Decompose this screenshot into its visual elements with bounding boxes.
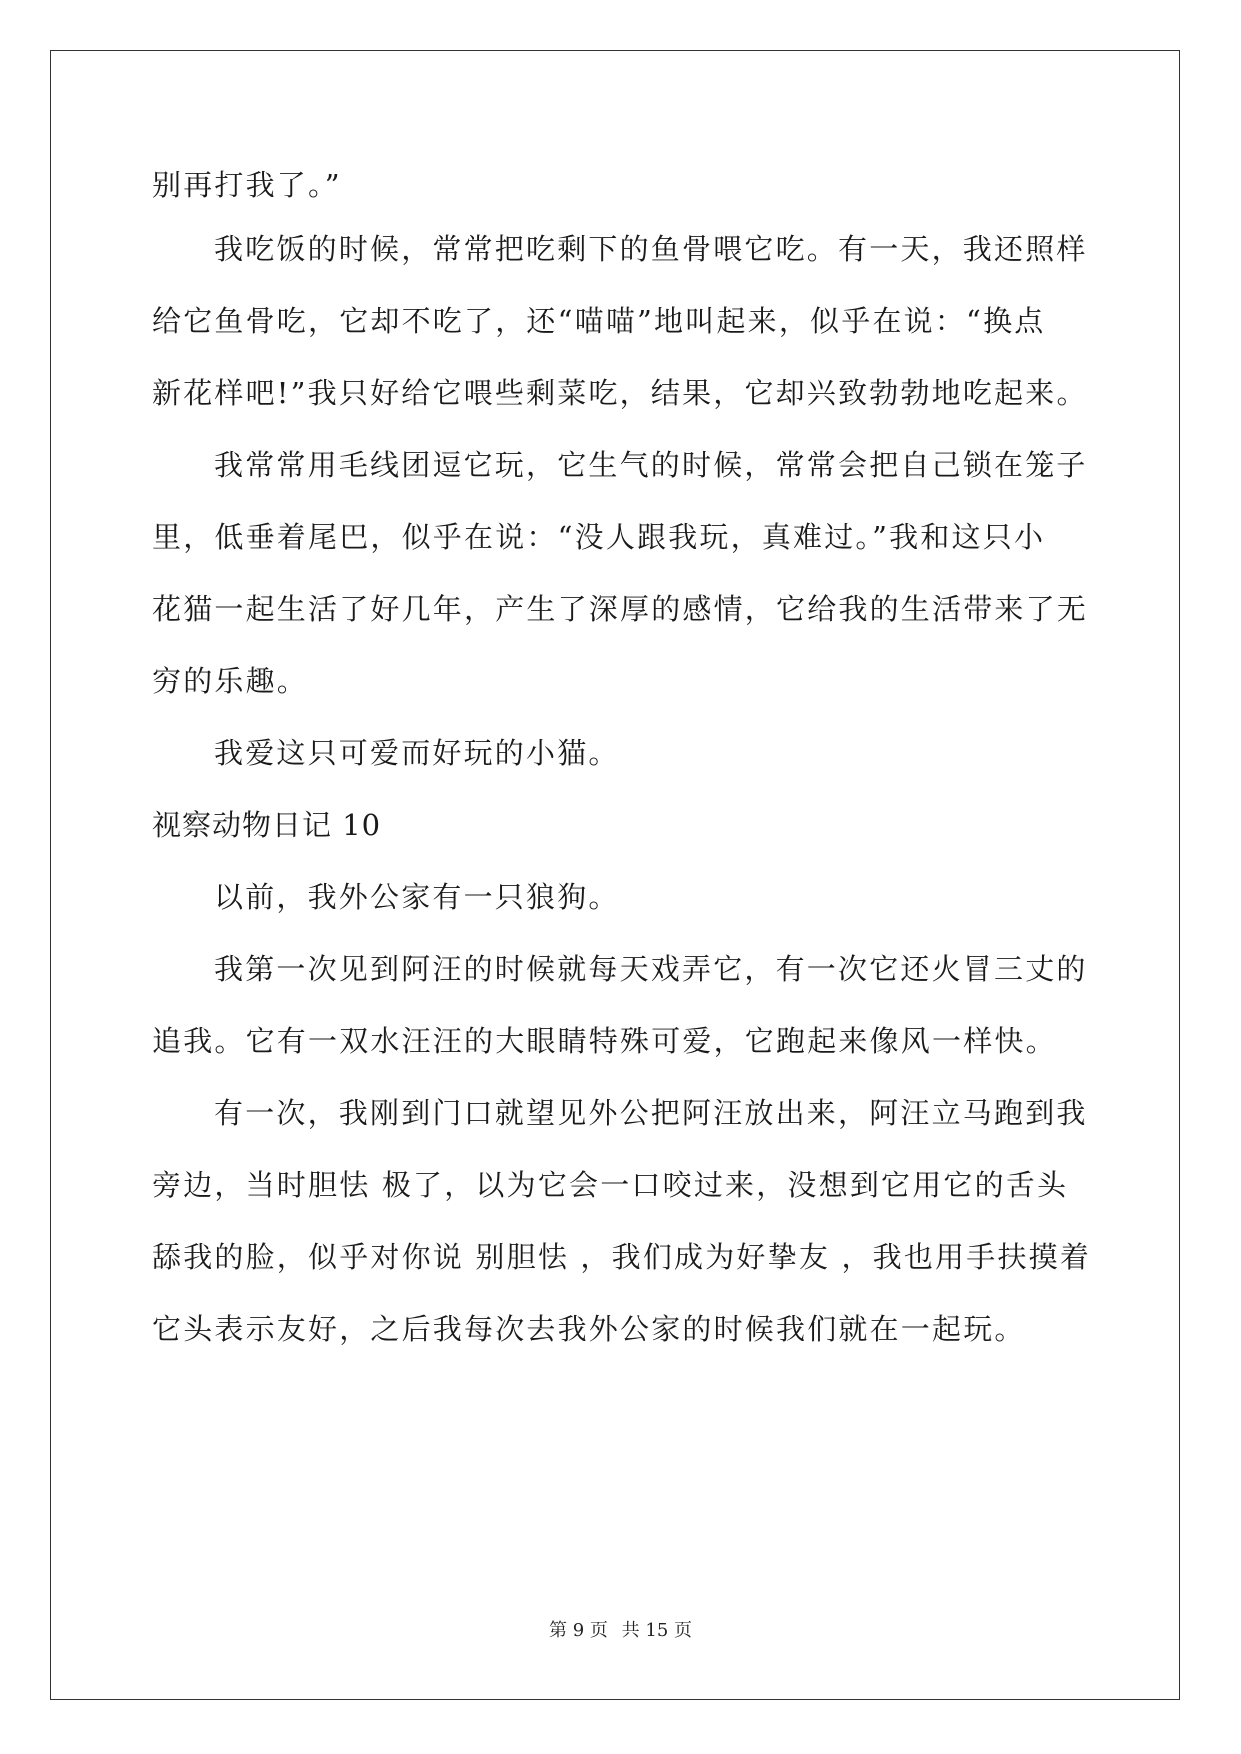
text-line: 花猫一起生活了好几年，产生了深厚的感情，它给我的生活带来了无 [152, 592, 1089, 626]
text-line: 给它鱼骨吃，它却不吃了，还“喵喵”地叫起来，似乎在说：“换点 [152, 304, 1046, 338]
text-line: 我常常用毛线团逗它玩，它生气的时候，常常会把自己锁在笼子 [214, 448, 1088, 482]
text-line: 我第一次见到阿汪的时候就每天戏弄它，有一次它还火冒三丈的 [214, 952, 1088, 986]
text-line: 新花样吧!”我只好给它喂些剩菜吃，结果，它却兴致勃勃地吃起来。 [152, 376, 1088, 410]
page-number: 第 9 页 [549, 1620, 608, 1641]
section-heading: 视察动物日记 10 [152, 808, 382, 842]
text-line: 舔我的脸，似乎对你说 别胆怯 ，我们成为好挚友 ，我也用手扶摸着 [152, 1240, 1092, 1274]
text-line: 追我。它有一双水汪汪的大眼睛特殊可爱，它跑起来像风一样快。 [152, 1024, 1057, 1058]
text-line: 有一次，我刚到门口就望见外公把阿汪放出来，阿汪立马跑到我 [214, 1096, 1088, 1130]
page-footer [0, 1620, 1241, 1642]
text-line: 里，低垂着尾巴，似乎在说：“没人跟我玩，真难过。”我和这只小 [152, 520, 1046, 554]
text-line: 以前，我外公家有一只狼狗。 [214, 880, 620, 914]
page-total: 共 15 页 [621, 1620, 692, 1641]
text-line: 旁边，当时胆怯 极了，以为它会一口咬过来，没想到它用它的舌头 [152, 1168, 1069, 1202]
text-line: 别再打我了。” [152, 168, 342, 202]
text-line: 穷的乐趣。 [152, 664, 309, 698]
text-line: 我爱这只可爱而好玩的小猫。 [214, 736, 620, 770]
page-border [50, 50, 1180, 1700]
text-line: 我吃饭的时候，常常把吃剩下的鱼骨喂它吃。有一天，我还照样 [214, 232, 1088, 266]
text-line: 它头表示友好，之后我每次去我外公家的时候我们就在一起玩。 [152, 1312, 1026, 1346]
